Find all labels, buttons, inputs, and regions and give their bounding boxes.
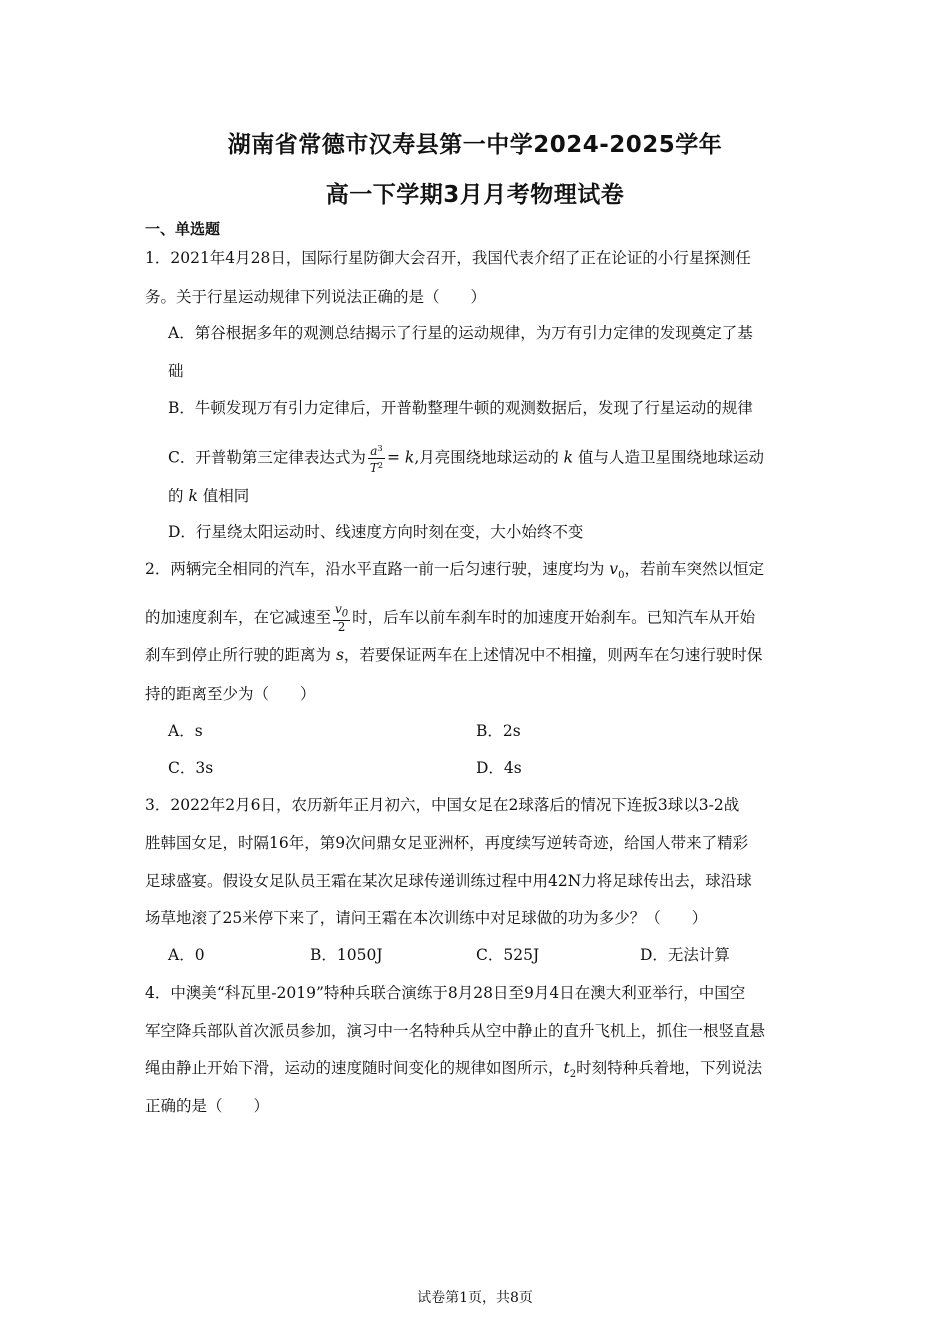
- exam-title-line2: 高一下学期3月月考物理试卷: [325, 182, 625, 208]
- q1-option-c-text: C．开普勒第三定律表达式为: [168, 448, 366, 467]
- q2-stem-line1: 2．两辆完全相同的汽车，沿水平直路一前一后匀速行驶，速度均为 $v_0$，若前车突然以恒定: [145, 560, 764, 582]
- q1-stem-line1: 1．2021年4月28日，国际行星防御大会召开，我国代表介绍了正在论证的小行星探测任: [145, 249, 751, 267]
- section-heading: 一、单选题: [145, 220, 221, 238]
- q4-stem-line3: 绳由静止开始下滑，运动的速度随时间变化的规律如图所示，$t_2$时刻特种兵着地，下列说法: [145, 1059, 763, 1081]
- q2-stem-line4: 持的距离至少为（ ）: [145, 685, 316, 703]
- q3-stem-line4: 场草地滚了25米停下来了，请问王霜在本次训练中对足球做的功为多少？（ ）: [145, 909, 708, 927]
- q1-option-a-line2: 础: [168, 362, 184, 380]
- q3-option-a: A．0: [168, 946, 205, 964]
- q1-option-b: B．牛顿发现万有引力定律后，开普勒整理牛顿的观测数据后，发现了行星运动的规律: [168, 399, 753, 417]
- half-velocity-fraction: $\frac{v_0}{2}$: [335, 602, 349, 635]
- q4-stem-line2: 军空降兵部队首次派员参加，演习中一名特种兵从空中静止的直升飞机上，抓住一根竖直悬: [145, 1022, 766, 1040]
- q1-option-a-line1: A．第谷根据多年的观测总结揭示了行星的运动规律，为万有引力定律的发现奠定了基: [168, 324, 753, 342]
- q3-option-d: D．无法计算: [640, 946, 730, 964]
- q3-option-c: C．525J: [476, 946, 540, 964]
- q1-option-c-line1: C．开普勒第三定律表达式为 $\frac{a^3}{T^2}$ = k,月亮围绕地球运动的 k 值与人造卫星围绕地球运动: [168, 444, 765, 475]
- q1-option-d: D．行星绕太阳运动时、线速度方向时刻在变，大小始终不变: [168, 523, 584, 541]
- q1-stem-line2: 务。关于行星运动规律下列说法正确的是（ ）: [145, 288, 487, 306]
- q2-stem-line3: 刹车到停止所行驶的距离为 s，若要保证两车在上述情况中不相撞，则两车在匀速行驶时保: [145, 646, 763, 664]
- q3-stem-line3: 足球盛宴。假设女足队员王霜在某次足球传递训练过程中用42N力将足球传出去，球沿球: [145, 872, 752, 890]
- q4-stem-line4: 正确的是（ ）: [145, 1097, 270, 1115]
- q2-option-c: C．3s: [168, 759, 214, 777]
- page-footer: 试卷第1页，共8页: [417, 1290, 533, 1306]
- q3-stem-line2: 胜韩国女足，时隔16年，第9次问鼎女足亚洲杯，再度续写逆转奇迹，给国人带来了精彩: [145, 834, 749, 852]
- q1-option-c-line2: 的 k 值相同: [168, 487, 250, 505]
- kepler-fraction: $\frac{a^3}{T^2}$: [369, 444, 383, 475]
- q2-option-a: A．s: [168, 722, 203, 740]
- q3-stem-line1: 3．2022年2月6日，农历新年正月初六，中国女足在2球落后的情况下连扳3球以3-2战: [145, 796, 740, 814]
- q2-option-b: B．2s: [476, 722, 521, 740]
- q4-stem-line1: 4．中澳美“科瓦里-2019”特种兵联合演练于8月28日至9月4日在澳大利亚举行，中国空: [145, 984, 746, 1002]
- q3-option-b: B．1050J: [310, 946, 383, 964]
- q2-option-d: D．4s: [476, 759, 522, 777]
- q2-stem-line2: 的加速度刹车，在它减速至 $\frac{v_0}{2}$ 时，后车以前车刹车时的加速度开始刹车。已知汽车从开始: [145, 602, 756, 635]
- exam-title-line1: 湖南省常德市汉寿县第一中学2024-2025学年: [227, 132, 723, 158]
